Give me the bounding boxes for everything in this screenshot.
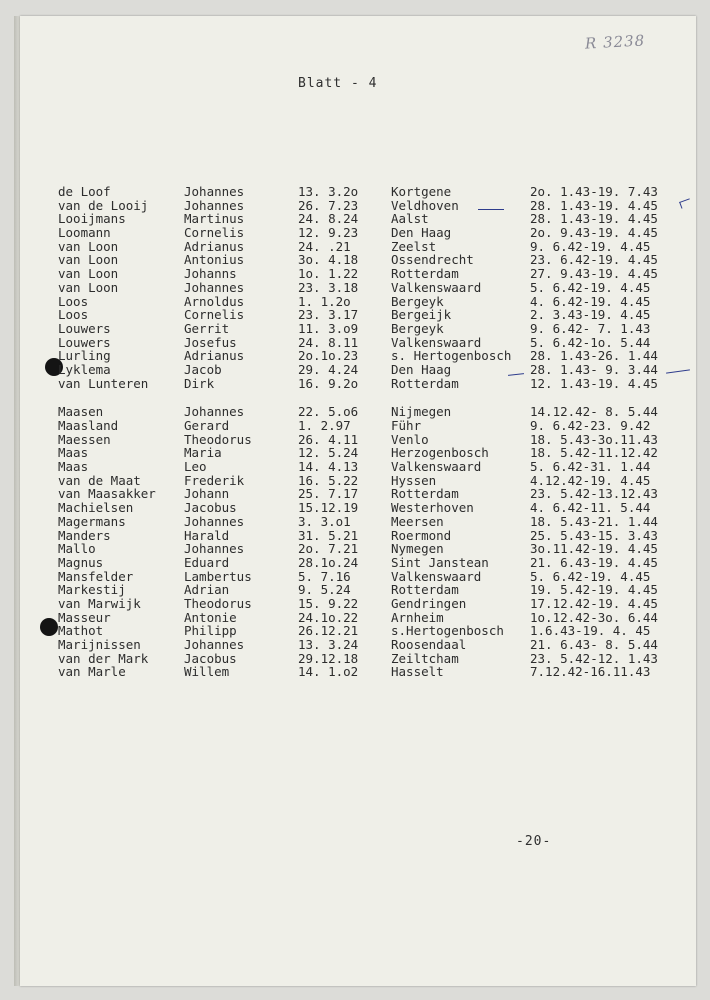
- record-row: [58, 611, 678, 625]
- record-birth: 2o.1o.23: [298, 348, 359, 364]
- record-row: [58, 570, 678, 584]
- record-surname: van Marwijk: [58, 595, 141, 611]
- records-group-l: [58, 185, 678, 390]
- page-title: Blatt - 4: [298, 76, 378, 91]
- page-number: -20-: [516, 834, 552, 849]
- record-period: 1.6.43-19. 4. 45: [530, 623, 651, 639]
- record-birth: 12. 9.23: [298, 225, 359, 241]
- record-given: Dirk: [184, 375, 215, 391]
- record-period: 23. 5.42-12. 1.43: [530, 650, 658, 666]
- record-row: [58, 665, 678, 679]
- record-given: Jacobus: [184, 650, 237, 666]
- record-place: Rotterdam: [391, 582, 459, 598]
- record-given: Theodorus: [184, 595, 252, 611]
- record-period: 1o.12.42-3o. 6.44: [530, 609, 658, 625]
- record-surname: Louwers: [58, 334, 111, 350]
- record-birth: 12. 5.24: [298, 445, 359, 461]
- record-birth: 9. 5.24: [298, 582, 351, 598]
- record-surname: Marijnissen: [58, 637, 141, 652]
- record-birth: 3o. 4.18: [298, 252, 359, 268]
- record-given: Antonie: [184, 609, 237, 625]
- record-surname: Markestij: [58, 582, 126, 598]
- record-place: Gendringen: [391, 595, 467, 611]
- record-surname: Manders: [58, 527, 111, 543]
- record-place: Valkenswaard: [391, 334, 482, 350]
- record-place: Den Haag: [391, 361, 452, 377]
- record-surname: van de Maat: [58, 472, 141, 488]
- record-surname: Maas: [58, 445, 89, 461]
- record-surname: Lurling: [58, 348, 111, 364]
- record-given: Gerrit: [184, 320, 230, 336]
- record-place: Valkenswaard: [391, 459, 482, 475]
- record-given: Adrian: [184, 582, 230, 598]
- record-place: Nijmegen: [391, 404, 452, 420]
- record-surname: Magermans: [58, 513, 126, 529]
- record-place: Ossendrecht: [391, 252, 474, 268]
- record-row: [58, 515, 678, 529]
- record-period: 25. 5.43-15. 3.43: [530, 527, 658, 543]
- record-row: [58, 529, 678, 543]
- record-given: Johannes: [184, 637, 245, 652]
- record-place: Hyssen: [391, 472, 437, 488]
- record-period: 4. 6.42-11. 5.44: [530, 500, 651, 516]
- record-place: Hasselt: [391, 664, 444, 680]
- record-place: Zeelst: [391, 238, 437, 254]
- record-surname: Mallo: [58, 541, 96, 557]
- record-given: Harald: [184, 527, 230, 543]
- record-birth: 16. 9.2o: [298, 375, 359, 391]
- record-surname: Masseur: [58, 609, 111, 625]
- record-birth: 31. 5.21: [298, 527, 359, 543]
- record-birth: 15.12.19: [298, 500, 359, 516]
- record-period: 9. 6.42- 7. 1.43: [530, 320, 651, 336]
- record-surname: Louwers: [58, 320, 111, 336]
- record-place: Führ: [391, 418, 422, 433]
- record-given: Willem: [184, 664, 230, 680]
- record-period: 2o. 9.43-19. 4.45: [530, 225, 658, 241]
- record-row: [58, 322, 678, 336]
- record-surname: Looijmans: [58, 211, 126, 227]
- record-row: [58, 542, 678, 556]
- record-place: Valkenswaard: [391, 279, 482, 295]
- record-period: 27. 9.43-19. 4.45: [530, 266, 658, 282]
- record-birth: 11. 3.o9: [298, 320, 359, 336]
- record-surname: van Lunteren: [58, 375, 149, 391]
- record-birth: 29. 4.24: [298, 361, 359, 377]
- record-given: Lambertus: [184, 568, 252, 584]
- punch-hole-bottom: [40, 618, 58, 636]
- record-row: [58, 226, 678, 240]
- record-given: Jacob: [184, 361, 222, 377]
- record-surname: van Loon: [58, 279, 119, 295]
- record-surname: van Loon: [58, 252, 119, 268]
- record-place: s. Hertogenbosch: [391, 348, 512, 364]
- record-given: Leo: [184, 459, 207, 475]
- record-given: Johann: [184, 486, 230, 502]
- record-surname: Maas: [58, 459, 89, 475]
- record-row: [58, 474, 678, 488]
- record-given: Johannes: [184, 513, 245, 529]
- record-period: 7.12.42-16.11.43: [530, 664, 651, 680]
- record-given: Johannes: [184, 279, 245, 295]
- record-row: [58, 487, 678, 501]
- record-birth: 1o. 1.22: [298, 266, 359, 282]
- record-row: [58, 446, 678, 460]
- record-given: Johannes: [184, 541, 245, 557]
- record-birth: 24.1o.22: [298, 609, 359, 625]
- record-row: [58, 199, 678, 213]
- record-given: Martinus: [184, 211, 245, 227]
- record-surname: Maessen: [58, 431, 111, 447]
- record-row: [58, 597, 678, 611]
- record-place: Rotterdam: [391, 266, 459, 282]
- record-row: [58, 433, 678, 447]
- record-period: 4. 6.42-19. 4.45: [530, 293, 651, 309]
- records-list: [58, 185, 678, 679]
- record-birth: 2o. 7.21: [298, 541, 359, 557]
- record-surname: Loomann: [58, 225, 111, 241]
- record-birth: 14. 1.o2: [298, 664, 359, 680]
- record-place: Roermond: [391, 527, 452, 543]
- record-given: Jacobus: [184, 500, 237, 516]
- record-given: Johanns: [184, 266, 237, 282]
- record-period: 28. 1.43-26. 1.44: [530, 348, 658, 364]
- record-period: 19. 5.42-19. 4.45: [530, 582, 658, 598]
- record-place: Bergeyk: [391, 293, 444, 309]
- record-period: 2. 3.43-19. 4.45: [530, 307, 651, 323]
- record-row: [58, 363, 678, 377]
- record-place: Roosendaal: [391, 637, 467, 652]
- record-period: 18. 5.43-3o.11.43: [530, 431, 658, 447]
- record-birth: 24. .21: [298, 238, 351, 254]
- record-period: 12. 1.43-19. 4.45: [530, 375, 658, 391]
- record-period: 28. 1.43-19. 4.45: [530, 211, 658, 227]
- record-birth: 15. 9.22: [298, 595, 359, 611]
- record-surname: van Loon: [58, 266, 119, 282]
- record-given: Josefus: [184, 334, 237, 350]
- record-period: 5. 6.42-19. 4.45: [530, 568, 651, 584]
- record-row: [58, 501, 678, 515]
- record-row: [58, 185, 678, 199]
- record-period: 9. 6.42-23. 9.42: [530, 418, 651, 433]
- record-birth: 13. 3.24: [298, 637, 359, 652]
- record-given: Johannes: [184, 184, 245, 199]
- record-birth: 26. 4.11: [298, 431, 359, 447]
- record-place: Sint Janstean: [391, 554, 489, 570]
- record-period: 17.12.42-19. 4.45: [530, 595, 658, 611]
- record-row: [58, 638, 678, 652]
- record-birth: 29.12.18: [298, 650, 359, 666]
- record-given: Adrianus: [184, 238, 245, 254]
- record-given: Frederik: [184, 472, 245, 488]
- record-row: [58, 405, 678, 419]
- record-surname: Loos: [58, 293, 89, 309]
- record-given: Philipp: [184, 623, 237, 639]
- record-period: 2o. 1.43-19. 7.43: [530, 184, 658, 199]
- record-surname: van Maasakker: [58, 486, 156, 502]
- record-surname: Loos: [58, 307, 89, 323]
- record-surname: Mansfelder: [58, 568, 134, 584]
- record-given: Johannes: [184, 404, 245, 420]
- record-birth: 24. 8.11: [298, 334, 359, 350]
- record-place: Herzogenbosch: [391, 445, 489, 461]
- record-given: Gerard: [184, 418, 230, 433]
- records-group-m: [58, 405, 678, 679]
- record-surname: van der Mark: [58, 650, 149, 666]
- record-period: 18. 5.43-21. 1.44: [530, 513, 658, 529]
- record-given: Eduard: [184, 554, 230, 570]
- record-surname: de Loof: [58, 184, 111, 199]
- record-surname: Machielsen: [58, 500, 134, 516]
- record-given: Theodorus: [184, 431, 252, 447]
- record-given: Cornelis: [184, 225, 245, 241]
- record-period: 21. 6.43- 8. 5.44: [530, 637, 658, 652]
- record-period: 28. 1.43- 9. 3.44: [530, 361, 658, 377]
- record-birth: 14. 4.13: [298, 459, 359, 475]
- record-surname: Mathot: [58, 623, 104, 639]
- record-place: Zeiltcham: [391, 650, 459, 666]
- record-place: Meersen: [391, 513, 444, 529]
- record-birth: 23. 3.18: [298, 279, 359, 295]
- record-row: [58, 253, 678, 267]
- record-given: Antonius: [184, 252, 245, 268]
- record-given: Arnoldus: [184, 293, 245, 309]
- record-birth: 24. 8.24: [298, 211, 359, 227]
- record-birth: 28.1o.24: [298, 554, 359, 570]
- record-place: Veldhoven: [391, 197, 459, 213]
- record-row: [58, 419, 678, 433]
- record-birth: 3. 3.o1: [298, 513, 351, 529]
- record-given: Cornelis: [184, 307, 245, 323]
- record-row: [58, 460, 678, 474]
- record-period: 14.12.42- 8. 5.44: [530, 404, 658, 420]
- record-period: 21. 6.43-19. 4.45: [530, 554, 658, 570]
- record-period: 9. 6.42-19. 4.45: [530, 238, 651, 254]
- record-birth: 26. 7.23: [298, 197, 359, 213]
- record-row: [58, 281, 678, 295]
- record-birth: 22. 5.o6: [298, 404, 359, 420]
- record-row: [58, 267, 678, 281]
- record-place: Arnheim: [391, 609, 444, 625]
- record-surname: van Loon: [58, 238, 119, 254]
- record-surname: Maasland: [58, 418, 119, 433]
- record-period: 5. 6.42-31. 1.44: [530, 459, 651, 475]
- record-given: Adrianus: [184, 348, 245, 364]
- record-place: Venlo: [391, 431, 429, 447]
- record-row: [58, 212, 678, 226]
- record-row: [58, 349, 678, 363]
- record-row: [58, 624, 678, 638]
- record-surname: van Marle: [58, 664, 126, 680]
- record-place: s.Hertogenbosch: [391, 623, 504, 639]
- record-period: 5. 6.42-19. 4.45: [530, 279, 651, 295]
- record-place: Nymegen: [391, 541, 444, 557]
- pen-mark-veldhoven: [478, 209, 504, 210]
- record-place: Valkenswaard: [391, 568, 482, 584]
- record-birth: 13. 3.2o: [298, 184, 359, 199]
- record-row: [58, 336, 678, 350]
- record-place: Rotterdam: [391, 486, 459, 502]
- record-given: Maria: [184, 445, 222, 461]
- record-birth: 26.12.21: [298, 623, 359, 639]
- record-period: 3o.11.42-19. 4.45: [530, 541, 658, 557]
- record-place: Kortgene: [391, 184, 452, 199]
- record-period: 23. 6.42-19. 4.45: [530, 252, 658, 268]
- record-period: 28. 1.43-19. 4.45: [530, 197, 658, 213]
- record-place: Bergeyk: [391, 320, 444, 336]
- record-row: [58, 308, 678, 322]
- record-period: 23. 5.42-13.12.43: [530, 486, 658, 502]
- record-period: 18. 5.42-11.12.42: [530, 445, 658, 461]
- record-surname: van de Looij: [58, 197, 149, 213]
- record-birth: 23. 3.17: [298, 307, 359, 323]
- record-birth: 5. 7.16: [298, 568, 351, 584]
- record-birth: 16. 5.22: [298, 472, 359, 488]
- record-surname: Lyklema: [58, 361, 111, 377]
- record-surname: Magnus: [58, 554, 104, 570]
- record-birth: 1. 1.2o: [298, 293, 351, 309]
- record-row: [58, 583, 678, 597]
- record-row: [58, 652, 678, 666]
- record-row: [58, 377, 678, 391]
- record-row: [58, 295, 678, 309]
- archive-mark: R 3238: [584, 31, 646, 53]
- record-row: [58, 556, 678, 570]
- record-row: [58, 240, 678, 254]
- record-period: 5. 6.42-1o. 5.44: [530, 334, 651, 350]
- record-place: Rotterdam: [391, 375, 459, 391]
- record-surname: Maasen: [58, 404, 104, 420]
- record-place: Aalst: [391, 211, 429, 227]
- record-place: Westerhoven: [391, 500, 474, 516]
- record-place: Bergeijk: [391, 307, 452, 323]
- record-birth: 1. 2.97: [298, 418, 351, 433]
- record-given: Johannes: [184, 197, 245, 213]
- record-place: Den Haag: [391, 225, 452, 241]
- record-birth: 25. 7.17: [298, 486, 359, 502]
- group-spacer: [58, 390, 678, 405]
- record-period: 4.12.42-19. 4.45: [530, 472, 651, 488]
